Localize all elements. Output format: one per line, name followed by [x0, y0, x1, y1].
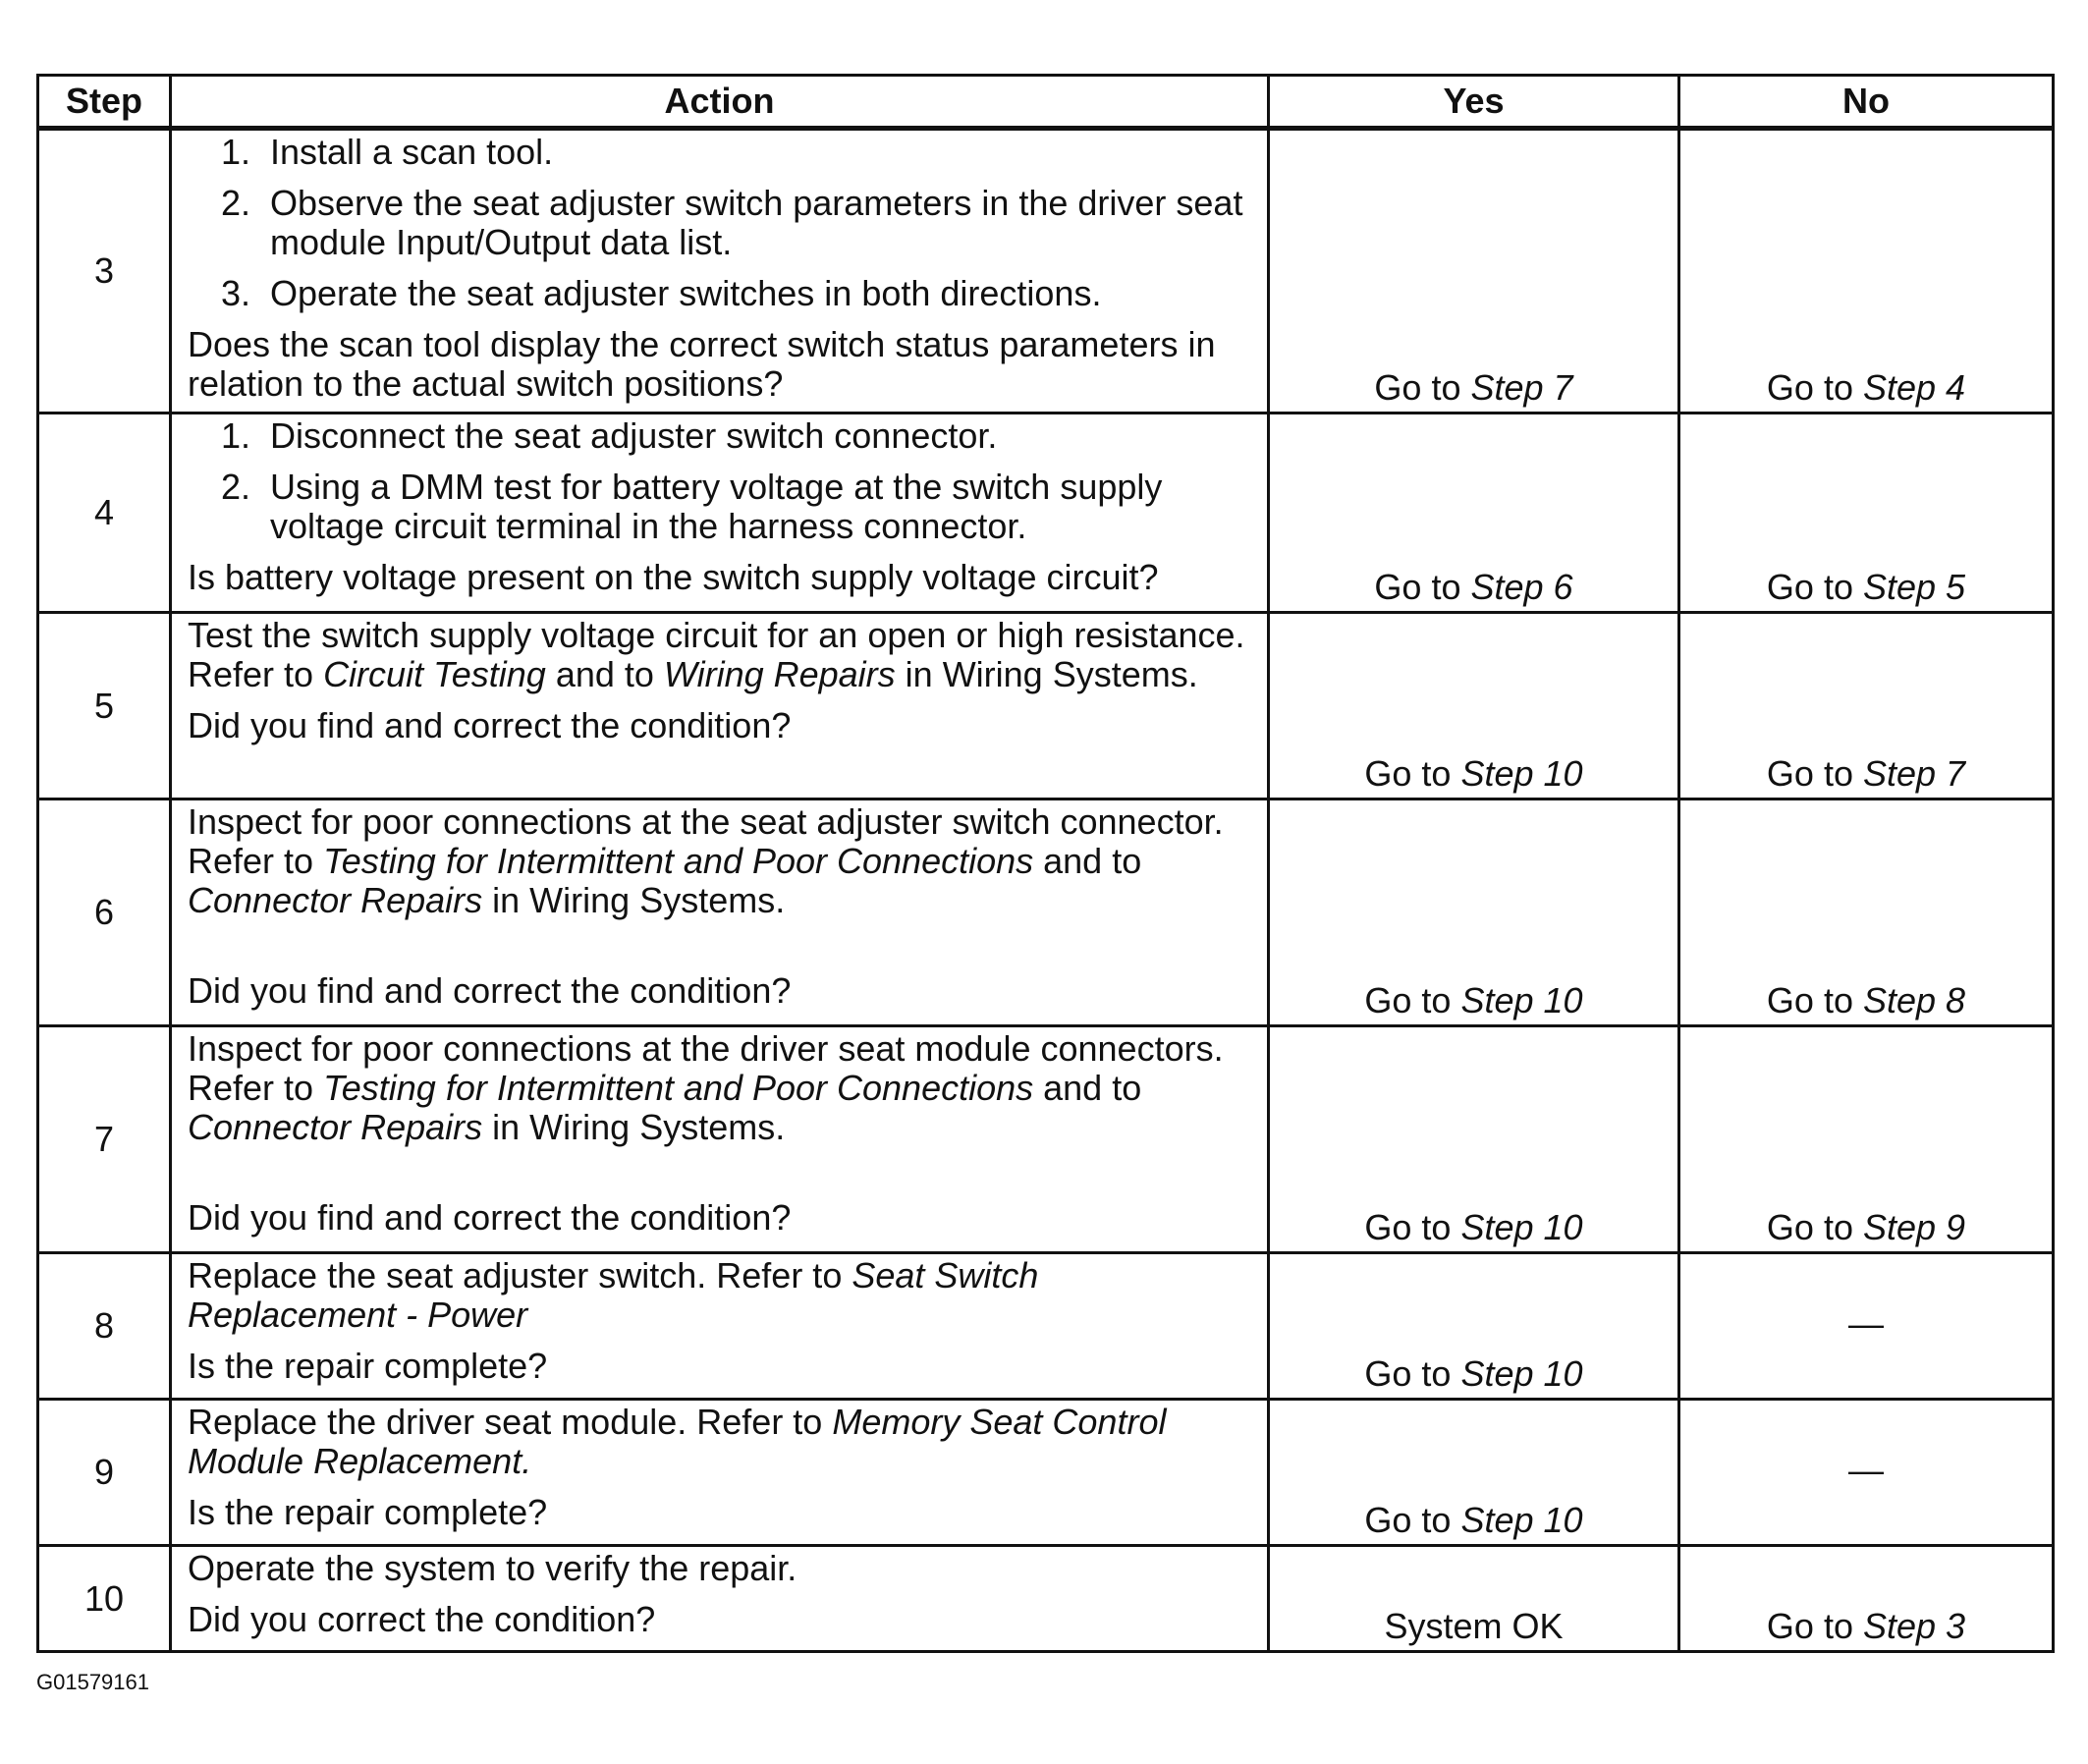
action-cell: [171, 613, 1269, 799]
list-item: 3. Operate the seat adjuster switches in both directions.: [221, 273, 1102, 313]
question-text: Did you find and correct the condition?: [188, 705, 792, 745]
action-cell: [171, 799, 1269, 1026]
action-cell: [171, 1546, 1269, 1652]
header-step: Step: [38, 76, 171, 129]
question-text: Did you find and correct the condition?: [188, 1197, 792, 1238]
table-row: [38, 1026, 2054, 1253]
instruction-list: [188, 416, 1251, 546]
yes-cell: Go to Step 6: [1269, 413, 1679, 613]
question-text: Is the repair complete?: [188, 1492, 548, 1532]
instruction-text: Operate the system to verify the repair.: [188, 1548, 797, 1588]
instruction-text: Inspect for poor connections at the driver seat module connectors. Refer to Testing for Intermittent and Poor Connections and to Connector Repairs in Wiring Systems.: [188, 1028, 1224, 1147]
action-cell: [171, 1253, 1269, 1400]
table-row: [38, 1546, 2054, 1652]
no-cell: —: [1679, 1400, 2054, 1546]
step-number: 6: [38, 799, 171, 1026]
figure-id-caption: G01579161: [36, 1670, 149, 1694]
list-item: 1. Install a scan tool.: [221, 132, 554, 172]
action-cell: [171, 413, 1269, 613]
step-reference: Step 10: [1460, 1353, 1583, 1394]
yes-cell: System OK: [1269, 1546, 1679, 1652]
question-text: Did you find and correct the condition?: [188, 970, 792, 1011]
step-reference: Step 4: [1862, 367, 1966, 408]
step-number: 7: [38, 1026, 171, 1253]
table-row: [38, 799, 2054, 1026]
step-number: 10: [38, 1546, 171, 1652]
table-row: [38, 129, 2054, 413]
diagnostic-table: [36, 74, 2055, 1653]
step-number: 4: [38, 413, 171, 613]
instruction-list: [188, 133, 1251, 313]
no-cell: Go to Step 4: [1679, 129, 2054, 413]
question-text: Is the repair complete?: [188, 1346, 548, 1386]
step-reference: Step 10: [1460, 980, 1583, 1020]
question-text: Does the scan tool display the correct switch status parameters in relation to the actual switch positions?: [188, 324, 1216, 404]
yes-cell: Go to Step 10: [1269, 1253, 1679, 1400]
step-reference: Step 10: [1460, 1207, 1583, 1247]
question-text: Is battery voltage present on the switch supply voltage circuit?: [188, 557, 1159, 597]
table-row: [38, 1400, 2054, 1546]
no-cell: Go to Step 9: [1679, 1026, 2054, 1253]
list-item: 1. Disconnect the seat adjuster switch connector.: [221, 415, 998, 456]
step-number: 8: [38, 1253, 171, 1400]
no-cell: Go to Step 5: [1679, 413, 2054, 613]
no-cell: —: [1679, 1253, 2054, 1400]
step-reference: Step 9: [1862, 1207, 1966, 1247]
yes-cell: Go to Step 10: [1269, 1400, 1679, 1546]
no-cell: Go to Step 3: [1679, 1546, 2054, 1652]
step-number: 9: [38, 1400, 171, 1546]
header-yes: Yes: [1269, 76, 1679, 129]
action-cell: [171, 129, 1269, 413]
instruction-text: Test the switch supply voltage circuit for an open or high resistance. Refer to Circuit Testing and to Wiring Repairs in Wiring Systems.: [188, 615, 1245, 694]
list-item: 2. Using a DMM test for battery voltage at the switch supply voltage circuit terminal in the harness connector.: [221, 467, 1163, 546]
action-cell: [171, 1026, 1269, 1253]
header-action: Action: [171, 76, 1269, 129]
no-cell: Go to Step 8: [1679, 799, 2054, 1026]
step-reference: Step 7: [1470, 367, 1573, 408]
instruction-text: Inspect for poor connections at the seat adjuster switch connector. Refer to Testing for Intermittent and Poor Connections and to Connector Repairs in Wiring Systems.: [188, 801, 1224, 920]
step-reference: Step 5: [1862, 567, 1966, 607]
header-no: No: [1679, 76, 2054, 129]
yes-cell: Go to Step 7: [1269, 129, 1679, 413]
no-cell: Go to Step 7: [1679, 613, 2054, 799]
header-row: [38, 76, 2054, 129]
question-text: Did you correct the condition?: [188, 1599, 656, 1639]
instruction-text: Replace the driver seat module. Refer to Memory Seat Control Module Replacement.: [188, 1402, 1167, 1481]
yes-cell: Go to Step 10: [1269, 1026, 1679, 1253]
step-reference: Step 10: [1460, 1500, 1583, 1540]
instruction-text: Replace the seat adjuster switch. Refer to Seat Switch Replacement - Power: [188, 1255, 1039, 1335]
table-row: [38, 413, 2054, 613]
table-row: [38, 1253, 2054, 1400]
yes-cell: Go to Step 10: [1269, 799, 1679, 1026]
step-reference: Step 7: [1862, 753, 1966, 794]
step-reference: Step 10: [1460, 753, 1583, 794]
step-reference: Step 6: [1470, 567, 1573, 607]
list-item: 2. Observe the seat adjuster switch parameters in the driver seat module Input/Output data list.: [221, 183, 1243, 262]
action-cell: [171, 1400, 1269, 1546]
step-reference: Step 8: [1862, 980, 1966, 1020]
step-number: 5: [38, 613, 171, 799]
step-number: 3: [38, 129, 171, 413]
table-row: [38, 613, 2054, 799]
yes-cell: Go to Step 10: [1269, 613, 1679, 799]
step-reference: Step 3: [1862, 1606, 1966, 1646]
